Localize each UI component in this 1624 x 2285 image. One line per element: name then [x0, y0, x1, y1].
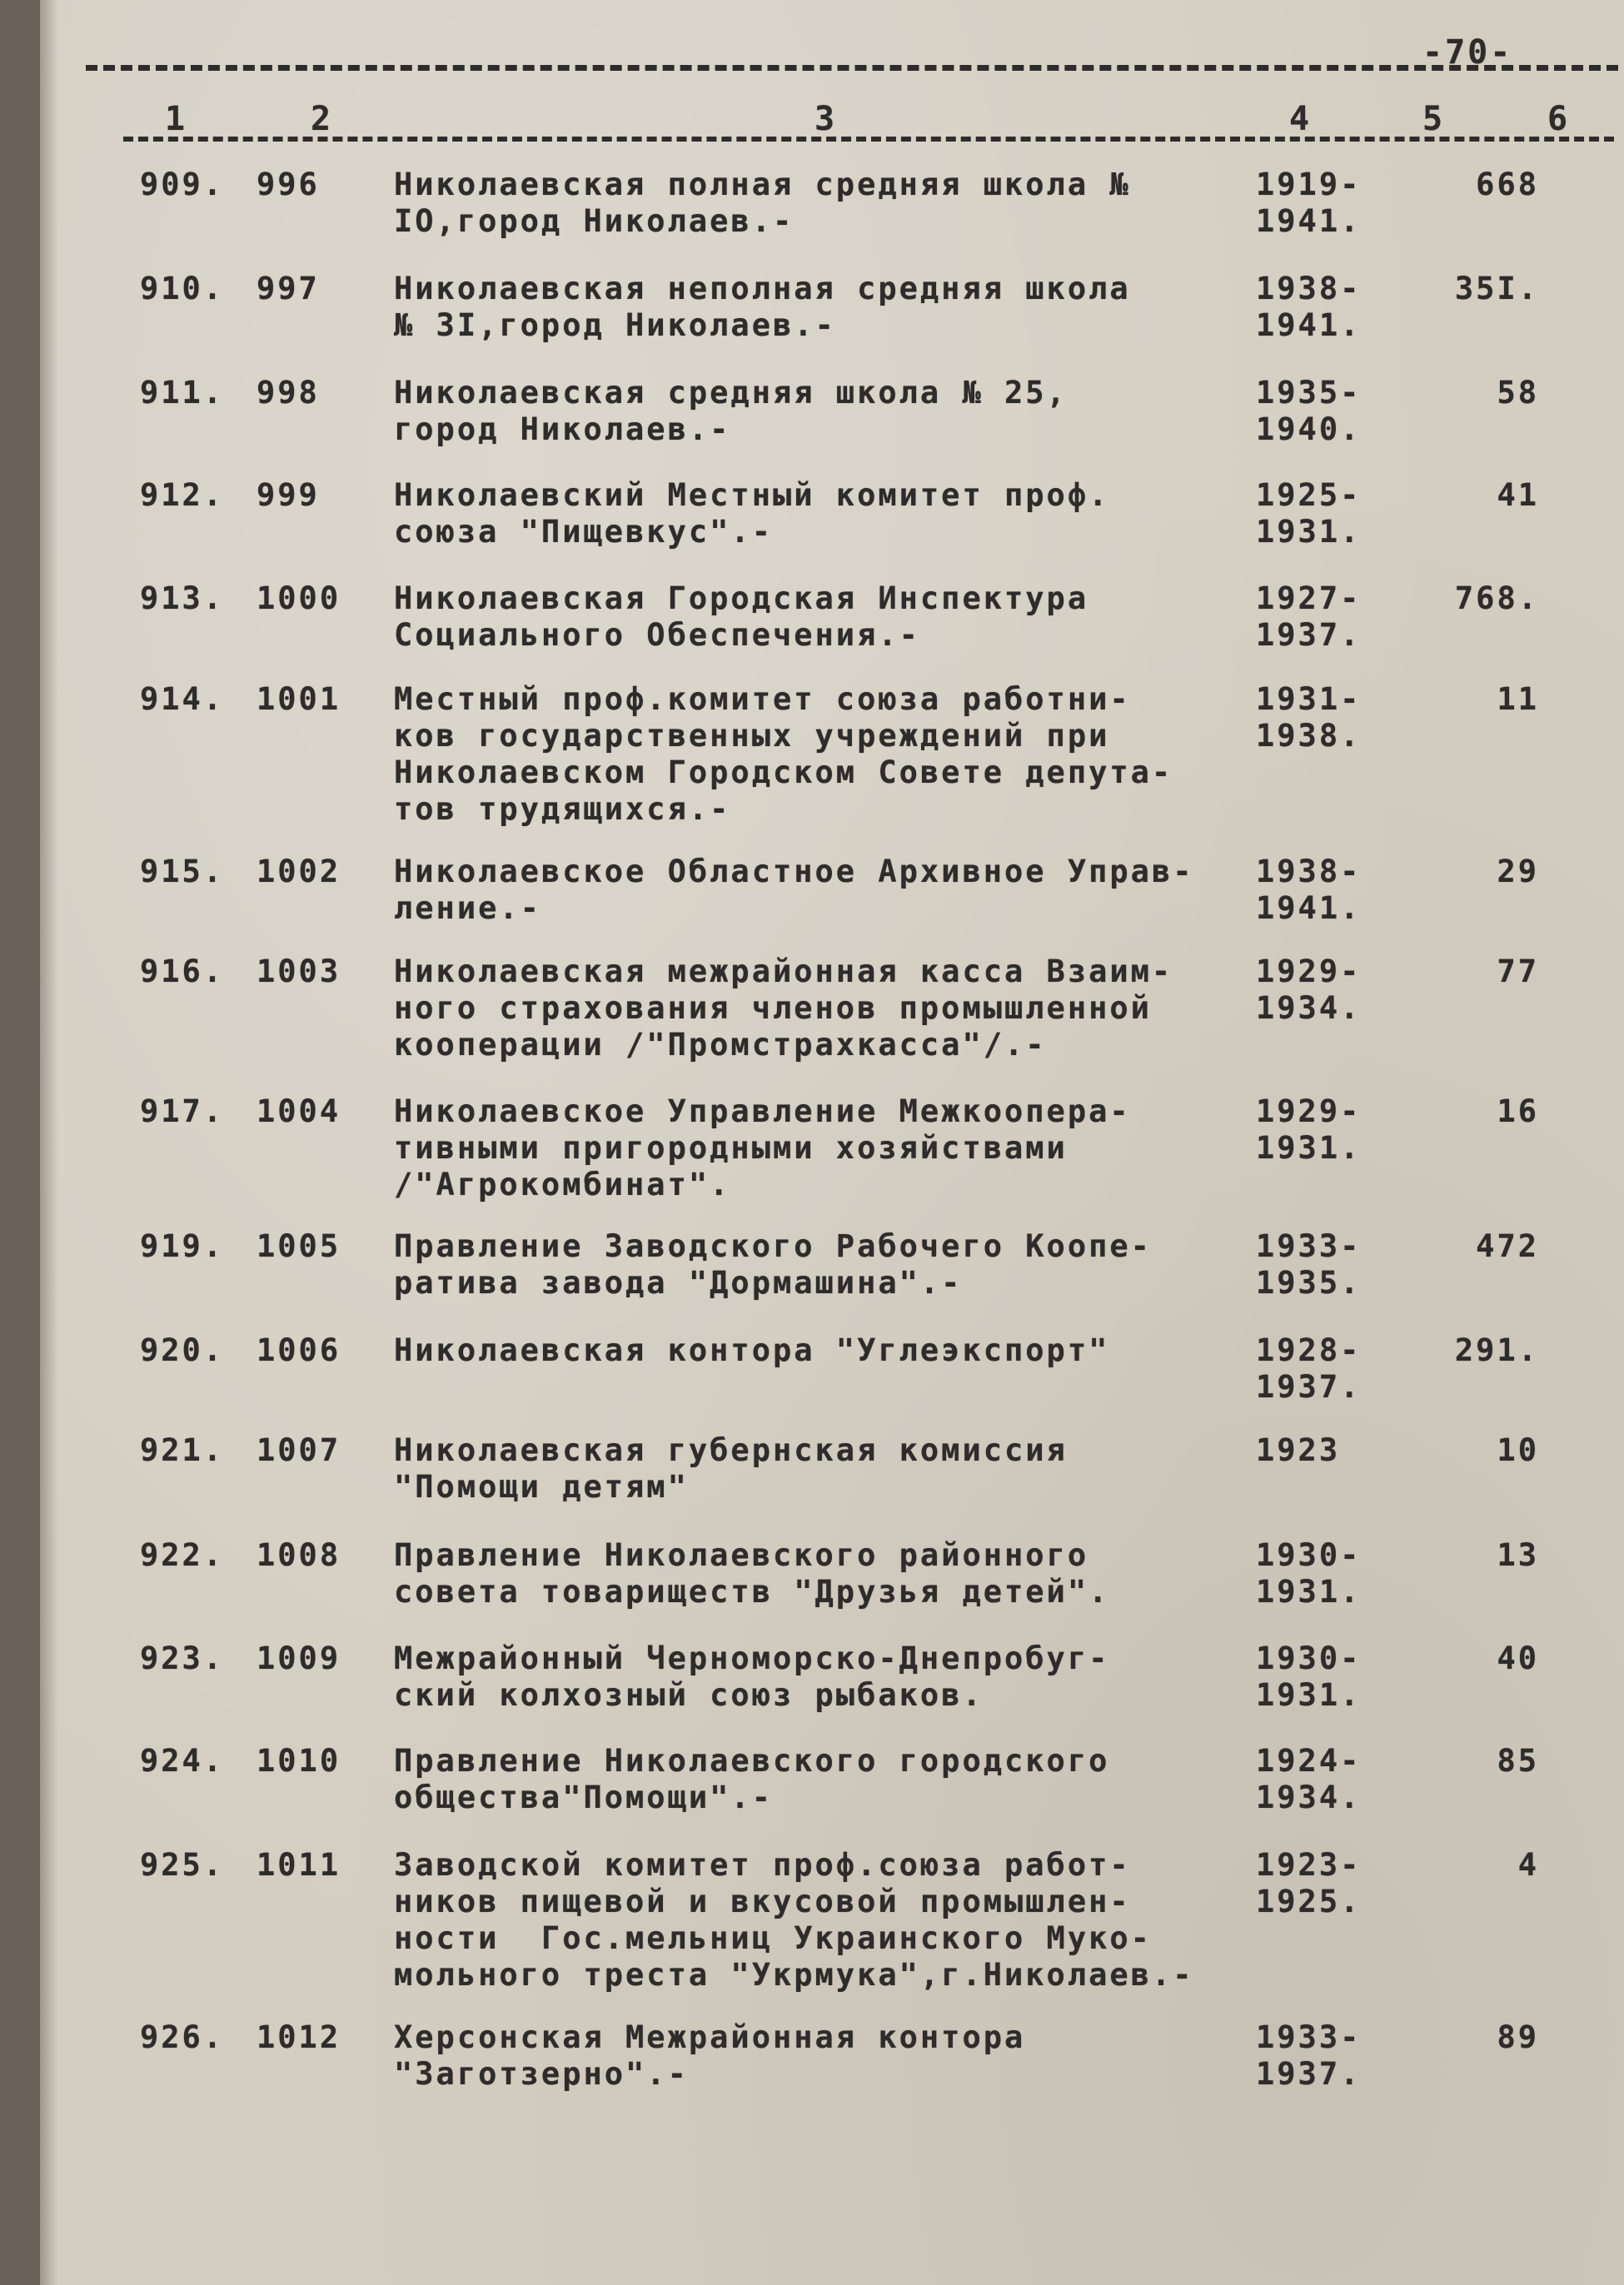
fund-title: Николаевская неполная средняя школа № 3І,город Николаев.-: [394, 271, 1131, 343]
item-count: 85: [1497, 1743, 1539, 1779]
item-count: 768.: [1454, 580, 1539, 616]
entry-number: 915.: [140, 854, 225, 889]
item-count: 668: [1476, 167, 1539, 202]
fund-number: 1002: [257, 854, 341, 889]
item-count: 35І.: [1454, 271, 1539, 306]
fund-title: Межрайонный Черноморско-Днепробуг- ский колхозный союз рыбаков.: [394, 1640, 1110, 1713]
entry-number: 924.: [140, 1743, 225, 1779]
header-col-5: 5: [1422, 100, 1446, 138]
date-range: 1938- 1941.: [1256, 271, 1362, 343]
item-count: 40: [1497, 1640, 1539, 1676]
item-count: 291.: [1454, 1332, 1539, 1368]
page-edge-shadow: [40, 0, 58, 2285]
item-count: 13: [1497, 1537, 1539, 1573]
fund-number: 1007: [257, 1432, 341, 1468]
top-dashed-rule: [86, 65, 1618, 104]
fund-title: Заводской комитет проф.союза работ- ников пищевой и вкусовой промышлен- ности Гос.мельниц Украинского Муко- мольного треста "Укрмука",г.Николаев.-: [394, 1847, 1194, 1993]
fund-title: Местный проф.комитет союза работни- ков государственных учреждений при Николаевском Городском Совете депута- тов трудящихся.-: [394, 681, 1173, 827]
fund-title: Николаевский Местный комитет проф. союза "Пищевкус".-: [394, 477, 1110, 550]
fund-title: Николаевская межрайонная касса Взаим- ного страхования членов промышленной кооперации /"Промстрахкасса"/.-: [394, 953, 1173, 1063]
fund-title: Николаевская полная средняя школа № ІО,город Николаев.-: [394, 167, 1131, 239]
entry-number: 909.: [140, 167, 225, 202]
date-range: 1931- 1938.: [1256, 681, 1362, 754]
item-count: 16: [1497, 1093, 1539, 1129]
fund-title: Николаевская Городская Инспектура Социального Обеспечения.-: [394, 580, 1089, 653]
entry-number: 920.: [140, 1332, 225, 1368]
fund-number: 997: [257, 271, 320, 306]
fund-title: Николаевская губернская комиссия "Помощи детям": [394, 1432, 1068, 1505]
entry-number: 917.: [140, 1093, 225, 1129]
fund-number: 1011: [257, 1847, 341, 1883]
entry-number: 914.: [140, 681, 225, 717]
date-range: 1935- 1940.: [1256, 375, 1362, 447]
date-range: 1927- 1937.: [1256, 580, 1362, 653]
entry-number: 910.: [140, 271, 225, 306]
fund-title: Николаевская средняя школа № 25, город Николаев.-: [394, 375, 1068, 447]
entry-number: 916.: [140, 953, 225, 989]
entry-number: 911.: [140, 375, 225, 411]
date-range: 1928- 1937.: [1256, 1332, 1362, 1405]
column-header-row: [123, 100, 1622, 150]
date-range: 1938- 1941.: [1256, 854, 1362, 926]
fund-number: 1009: [257, 1640, 341, 1676]
date-range: 1929- 1931.: [1256, 1093, 1362, 1166]
entry-number: 921.: [140, 1432, 225, 1468]
header-col-2: 2: [311, 100, 334, 138]
item-count: 89: [1497, 2019, 1539, 2055]
date-range: 1929- 1934.: [1256, 953, 1362, 1026]
fund-number: 1004: [257, 1093, 341, 1129]
item-count: 472: [1476, 1228, 1539, 1264]
fund-title: Николаевское Областное Архивное Управ- ление.-: [394, 854, 1194, 926]
page-number: -70-: [1422, 33, 1513, 72]
fund-title: Правление Николаевского городского общества"Помощи".-: [394, 1743, 1110, 1815]
fund-number: 1005: [257, 1228, 341, 1264]
fund-number: 996: [257, 167, 320, 202]
item-count: 11: [1497, 681, 1539, 717]
entry-number: 926.: [140, 2019, 225, 2055]
header-col-4: 4: [1289, 100, 1313, 138]
entry-number: 919.: [140, 1228, 225, 1264]
fund-number: 1001: [257, 681, 341, 717]
fund-number: 998: [257, 375, 320, 411]
entry-number: 922.: [140, 1537, 225, 1573]
date-range: 1919- 1941.: [1256, 167, 1362, 239]
date-range: 1925- 1931.: [1256, 477, 1362, 550]
entry-number: 912.: [140, 477, 225, 513]
date-range: 1930- 1931.: [1256, 1640, 1362, 1713]
date-range: 1923- 1925.: [1256, 1847, 1362, 1919]
fund-title: Николаевская контора "Углеэкспорт": [394, 1332, 1110, 1368]
date-range: 1930- 1931.: [1256, 1537, 1362, 1610]
header-col-1: 1: [165, 100, 188, 138]
fund-number: 1000: [257, 580, 341, 616]
header-col-6: 6: [1547, 100, 1571, 138]
item-count: 77: [1497, 953, 1539, 989]
fund-title: Херсонская Межрайонная контора "Заготзерно".-: [394, 2019, 1026, 2092]
header-col-3: 3: [814, 100, 838, 138]
fund-title: Правление Заводского Рабочего Коопе- ратива завода "Дормашина".-: [394, 1228, 1152, 1301]
fund-title: Правление Николаевского районного совета товариществ "Друзья детей".: [394, 1537, 1110, 1610]
date-range: 1923: [1256, 1432, 1341, 1468]
date-range: 1924- 1934.: [1256, 1743, 1362, 1815]
date-range: 1933- 1937.: [1256, 2019, 1362, 2092]
fund-number: 1008: [257, 1537, 341, 1573]
date-range: 1933- 1935.: [1256, 1228, 1362, 1301]
archive-page: [40, 0, 1624, 2285]
fund-number: 1003: [257, 953, 341, 989]
item-count: 41: [1497, 477, 1539, 513]
fund-number: 1006: [257, 1332, 341, 1368]
item-count: 29: [1497, 854, 1539, 889]
entry-number: 925.: [140, 1847, 225, 1883]
item-count: 4: [1517, 1847, 1539, 1883]
item-count: 58: [1497, 375, 1539, 411]
entry-number: 913.: [140, 580, 225, 616]
fund-number: 1012: [257, 2019, 341, 2055]
header-dashed-rule: [123, 137, 1614, 142]
entry-number: 923.: [140, 1640, 225, 1676]
item-count: 10: [1497, 1432, 1539, 1468]
fund-number: 999: [257, 477, 320, 513]
fund-number: 1010: [257, 1743, 341, 1779]
fund-title: Николаевское Управление Межкоопера- тивными пригородными хозяйствами /"Агрокомбинат".: [394, 1093, 1131, 1202]
